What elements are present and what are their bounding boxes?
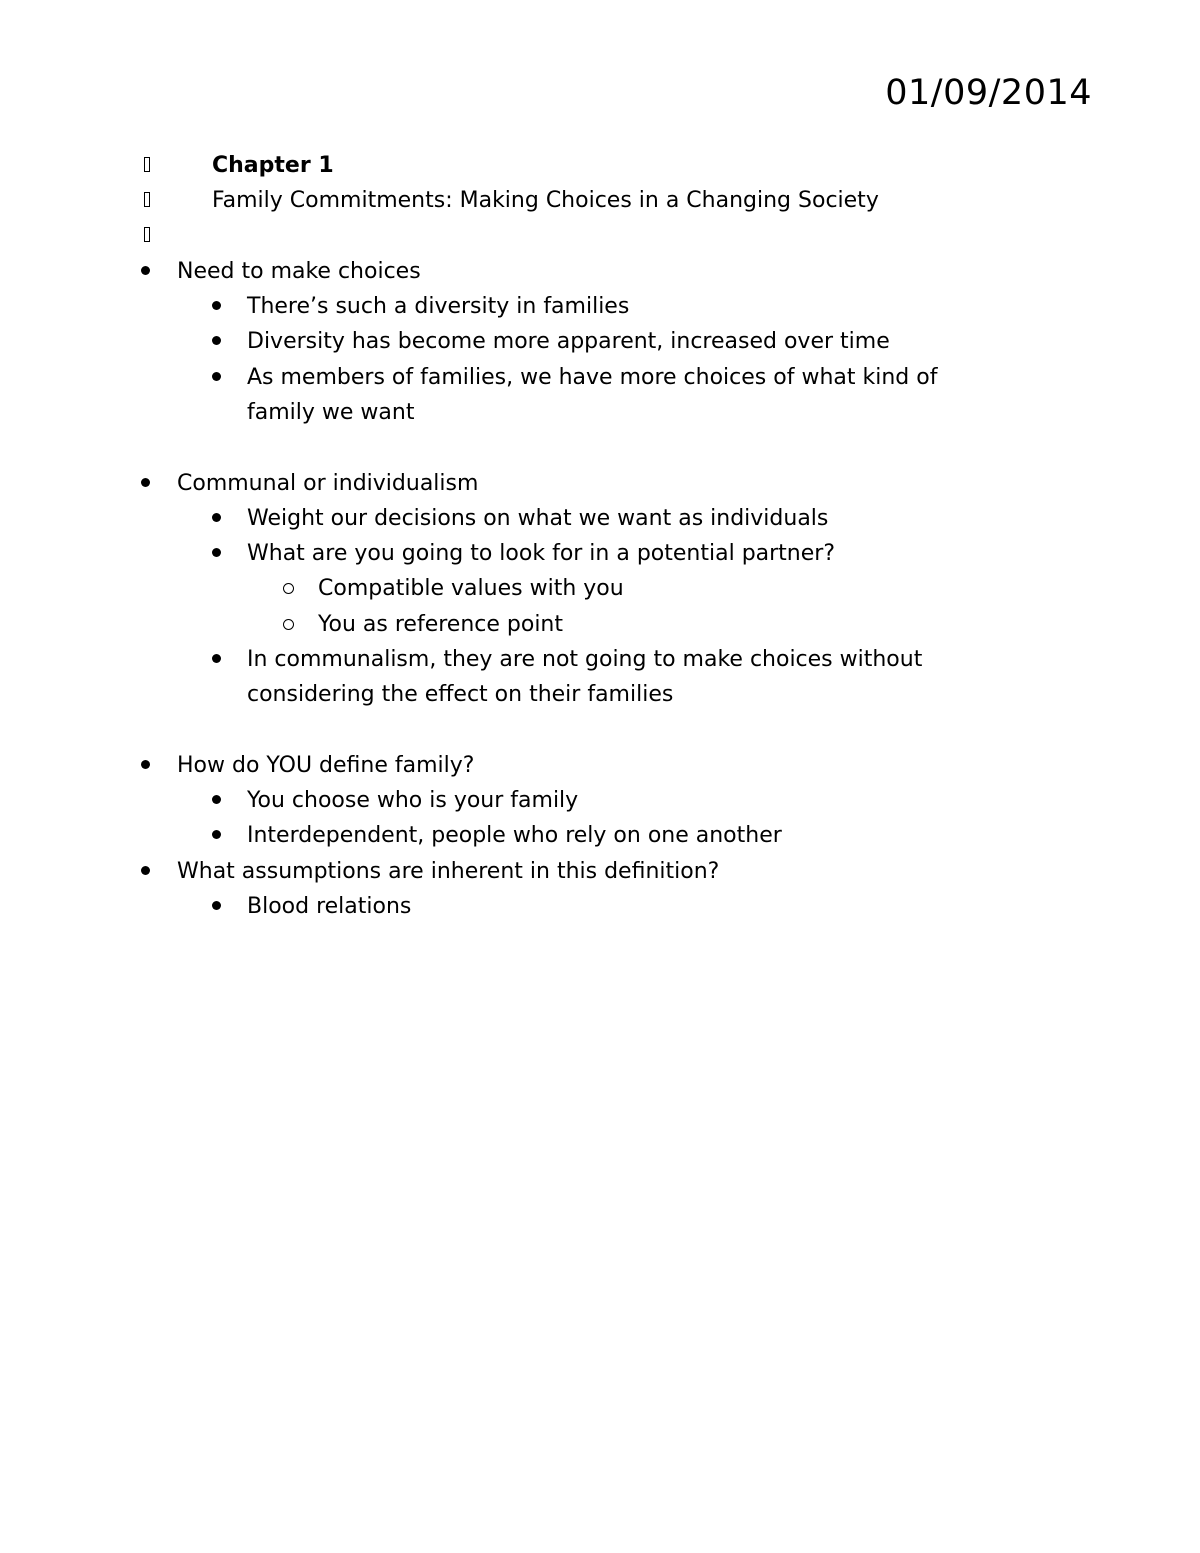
- outline-text: There’s such a diversity in families: [247, 294, 630, 319]
- bullet-icon: [141, 478, 150, 487]
- bullet-icon: [212, 548, 221, 557]
- chapter-title: Chapter 1: [212, 153, 334, 178]
- bullet-icon: [212, 372, 221, 381]
- document-date: 01/09/2014: [885, 73, 1092, 113]
- bullet-icon: [141, 760, 150, 769]
- outline-text: Diversity has become more apparent, increased over time: [247, 329, 890, 354]
- outline-text: You choose who is your family: [247, 788, 579, 813]
- bullet-icon: [141, 866, 150, 875]
- circle-bullet-icon: [283, 619, 294, 630]
- bullet-icon: [212, 654, 221, 663]
- outline-text: You as reference point: [318, 612, 563, 637]
- missing-glyph-icon: [144, 192, 150, 207]
- outline-text: Need to make choices: [177, 259, 421, 284]
- missing-glyph-icon: [144, 227, 150, 242]
- outline-text: Compatible values with you: [318, 576, 624, 601]
- bullet-icon: [212, 830, 221, 839]
- outline-text: What are you going to look for in a potential partner?: [247, 541, 836, 566]
- outline-text: As members of families, we have more choices of what kind of: [247, 365, 938, 390]
- bullet-icon: [212, 901, 221, 910]
- bullet-icon: [212, 513, 221, 522]
- bullet-icon: [212, 301, 221, 310]
- circle-bullet-icon: [283, 583, 294, 594]
- outline-text: How do YOU define family?: [177, 753, 475, 778]
- outline-text: Interdependent, people who rely on one another: [247, 823, 782, 848]
- outline-text: considering the effect on their families: [247, 682, 674, 707]
- outline-text: What assumptions are inherent in this definition?: [177, 859, 720, 884]
- outline-text: Weight our decisions on what we want as individuals: [247, 506, 829, 531]
- outline-text: Blood relations: [247, 894, 412, 919]
- outline-text: Communal or individualism: [177, 471, 479, 496]
- bullet-icon: [212, 795, 221, 804]
- outline-text: In communalism, they are not going to make choices without: [247, 647, 923, 672]
- chapter-subtitle: Family Commitments: Making Choices in a Changing Society: [212, 188, 879, 213]
- bullet-icon: [141, 266, 150, 275]
- outline-text: family we want: [247, 400, 415, 425]
- missing-glyph-icon: [144, 157, 150, 172]
- bullet-icon: [212, 336, 221, 345]
